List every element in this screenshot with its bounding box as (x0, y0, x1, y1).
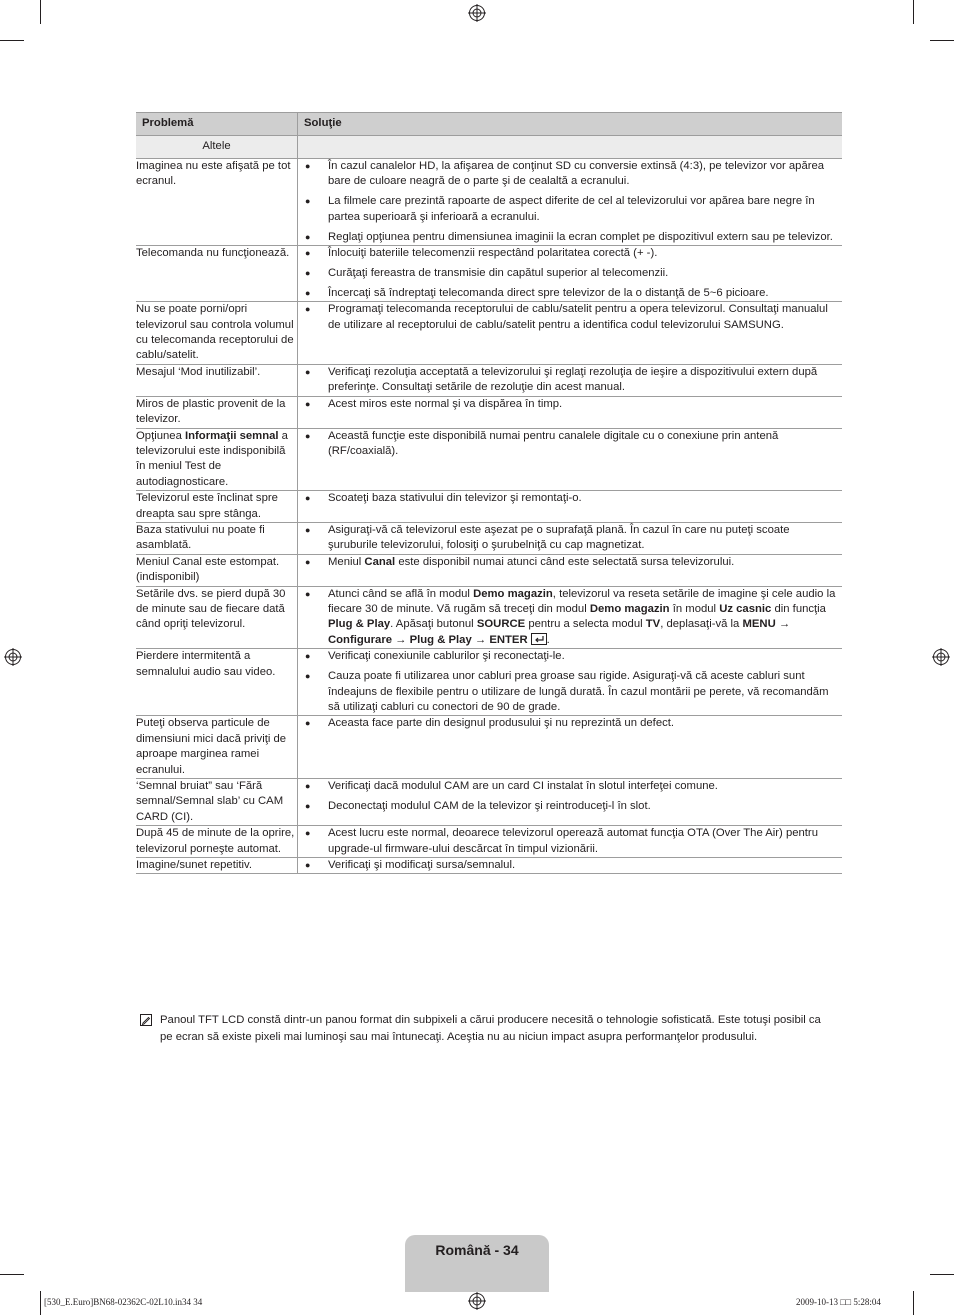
solution-bold-text: Canal (364, 555, 396, 568)
solution-item: ● Verificaţi rezoluţia acceptată a televizorului şi reglaţi rezoluţia de ieşire a dispozitivului extern după preferinţe. Consultaţi setările de rezoluţie din acest manual. (298, 365, 842, 396)
solution-text: , deplasaţi-vă la (660, 618, 743, 631)
print-file-info: [530_E.Euro]BN68-02362C-02L10.in34 34 (44, 1297, 203, 1307)
problem-cell: Telecomanda nu funcţionează. (136, 246, 298, 302)
solution-cell (298, 522, 843, 554)
solution-item: ● Verificaţi dacă modulul CAM are un card CI instalat în slotul interfeţei comune. (298, 779, 842, 794)
problem-text: a televizorului este indisponibilă în meniul Test de autodiagnosticare. (136, 429, 288, 488)
table-row (136, 716, 842, 779)
solution-item: ● Cauza poate fi utilizarea unor cabluri prea groase sau rigide. Asiguraţi-vă că aceste cabluri sunt îndeajuns de flexibile pentru o utilizare de lungă durată. În cazul montării pe perete, vă recomandăm să utilizaţi cabluri cu conectori de 90 de grade. (298, 669, 842, 715)
solution-item: ● La filmele care prezintă rapoarte de aspect diferite de cel al televizorului vor apărea bare negre în partea superioară şi inferioară a ecranului. (298, 194, 842, 225)
print-date-info: 2009-10-13 □□ 5:28:04 (796, 1297, 881, 1307)
problem-text: Opţiunea (136, 429, 185, 442)
solution-cell (298, 778, 843, 825)
table-row (136, 246, 842, 302)
column-header-problem: Problemă (136, 113, 298, 136)
problem-cell: Miros de plastic provenit de la televizor. (136, 396, 298, 428)
solution-cell (298, 857, 843, 873)
page-number: Română - 34 (435, 1242, 519, 1258)
problem-cell: Imaginea nu este afişată pe tot ecranul. (136, 159, 298, 246)
table-row (136, 857, 842, 873)
table-row (136, 826, 842, 858)
table-row (136, 522, 842, 554)
enter-icon (531, 633, 547, 645)
registration-mark-icon (468, 4, 486, 22)
problem-bold-text: Informaţii semnal (185, 429, 279, 442)
table-row (136, 491, 842, 523)
crop-mark (40, 1291, 41, 1315)
solution-text: pentru a selecta modul (525, 618, 646, 631)
table-row (136, 649, 842, 716)
page-number-tab (405, 1235, 549, 1292)
note-text: Panoul TFT LCD constă dintr-un panou format din subpixeli a cărui producere necesită o tehnologie sofisticată. Este totuşi posibil ca pe ecran să existe pixeli mai luminoşi sau mai întunecaţi. Aceştia nu au niciun impact asupra performanţelor produsului. (160, 1014, 821, 1043)
solution-text: . (546, 633, 550, 646)
note-block (136, 1012, 836, 1045)
solution-item: ● Verificaţi conexiunile cablurilor şi reconectaţi-le. (298, 649, 842, 664)
solution-item: ● Înlocuiţi bateriile telecomenzii respectând polaritatea corectă (+ -). (298, 246, 842, 261)
solution-cell (298, 396, 843, 428)
problem-cell: Pierdere intermitentă a semnalului audio sau video. (136, 649, 298, 716)
crop-mark (930, 1274, 954, 1275)
registration-mark-icon (468, 1292, 486, 1310)
table-row (136, 159, 842, 246)
registration-mark-icon (932, 648, 950, 666)
solution-bold-text: Demo magazin (473, 587, 553, 600)
crop-mark (0, 40, 24, 41)
solution-cell (298, 246, 843, 302)
solution-bold-text: Plug & Play (328, 618, 391, 631)
table-row (136, 364, 842, 396)
solution-item: ● Deconectaţi modulul CAM de la televizor şi reintroduceţi-l în slot. (298, 799, 842, 814)
note-icon (140, 1014, 152, 1026)
solution-cell (298, 159, 843, 246)
section-title: Altele (136, 136, 298, 159)
problem-cell: ‘Semnal bruiat” sau ‘Fără semnal/Semnal slab’ cu CAM CARD (CI). (136, 778, 298, 825)
solution-cell (298, 428, 843, 491)
section-empty-cell (298, 136, 843, 159)
solution-cell (298, 716, 843, 779)
problem-cell: Imagine/sunet repetitiv. (136, 857, 298, 873)
table-row (136, 554, 842, 586)
solution-cell (298, 649, 843, 716)
solution-item: ● Verificaţi şi modificaţi sursa/semnalul. (298, 858, 842, 873)
problem-cell: Meniul Canal este estompat. (indisponibil) (136, 554, 298, 586)
solution-bold-text: MENU → Configurare → Plug & Play → ENTER (328, 618, 791, 646)
solution-text: în modul (669, 602, 720, 615)
solution-item: ● Această funcţie este disponibilă numai pentru canalele digitale cu o conexiune prin antenă (RF/coaxială). (298, 429, 842, 460)
table-row (136, 778, 842, 825)
solution-item: ● Acest lucru este normal, deoarece televizorul operează automat funcţia OTA (Over The Air) pentru upgrade-ul firmware-ului descărcat în timpul vizionării. (298, 826, 842, 857)
crop-mark (913, 0, 914, 24)
solution-item: ● Reglaţi opţiunea pentru dimensiunea imaginii la ecran complet pe dispozitivul extern sau pe televizor. (298, 230, 842, 245)
solution-item: ● În cazul canalelor HD, la afişarea de conţinut SD cu conversie extinsă (4:3), pe televizor vor apărea bare de culoare neagră de o parte şi de cealaltă a ecranului. (298, 159, 842, 190)
solution-cell (298, 826, 843, 858)
solution-item: ● Curăţaţi fereastra de transmisie din capătul superior al telecomenzii. (298, 266, 842, 281)
solution-cell (298, 491, 843, 523)
solution-text: Meniul (328, 555, 365, 568)
problem-cell: Setările dvs. se pierd după 30 de minute sau de fiecare dată când opriţi televizorul. (136, 586, 298, 649)
solution-item: ● Acest miros este normal şi va dispărea în timp. (298, 397, 842, 412)
section-row (136, 136, 842, 159)
table-row (136, 396, 842, 428)
troubleshooting-table (136, 112, 842, 874)
crop-mark (0, 1274, 24, 1275)
solution-cell (298, 586, 843, 649)
solution-item (298, 555, 842, 570)
solution-bold-text: SOURCE (476, 618, 526, 631)
solution-text: din funcţia (771, 602, 826, 615)
problem-cell (136, 428, 298, 491)
column-header-solution: Soluţie (298, 113, 843, 136)
table-header-row (136, 113, 842, 136)
problem-cell: Puteţi observa particule de dimensiuni mici dacă priviţi de aproape marginea ramei ecranului. (136, 716, 298, 779)
problem-cell: După 45 de minute de la oprire, televizorul porneşte automat. (136, 826, 298, 858)
solution-item: ● Încercaţi să îndreptaţi telecomanda direct spre televizor de la o distanţă de 5~6 picioare. (298, 286, 842, 301)
registration-mark-icon (4, 648, 22, 666)
crop-mark (930, 40, 954, 41)
problem-cell: Baza stativului nu poate fi asamblată. (136, 522, 298, 554)
solution-cell (298, 302, 843, 365)
table-row (136, 586, 842, 649)
problem-cell: Nu se poate porni/opri televizorul sau controla volumul cu telecomanda receptorului de cablu/satelit. (136, 302, 298, 365)
solution-text: este disponibil numai atunci când este selectată sursa televizorului. (395, 555, 735, 568)
solution-text: Atunci când se află în modul (328, 587, 474, 600)
solution-bold-text: TV (645, 618, 661, 631)
solution-bold-text: Demo magazin (589, 602, 670, 615)
solution-text: . Apăsaţi butonul (390, 618, 477, 631)
table-row (136, 302, 842, 365)
table-row (136, 428, 842, 491)
solution-cell (298, 364, 843, 396)
solution-item: ● Aceasta face parte din designul produsului şi nu reprezintă un defect. (298, 716, 842, 731)
problem-cell: Televizorul este înclinat spre dreapta sau spre stânga. (136, 491, 298, 523)
solution-item: ● Programaţi telecomanda receptorului de cablu/satelit pentru a opera televizorul. Consultaţi manualul de utilizare al receptorului de cablu/satelit pentru a identifica codul televizorului SAMSUNG. (298, 302, 842, 333)
solution-cell (298, 554, 843, 586)
crop-mark (913, 1291, 914, 1315)
solution-bold-text: Uz casnic (719, 602, 772, 615)
problem-cell: Mesajul ‘Mod inutilizabil’. (136, 364, 298, 396)
crop-mark (40, 0, 41, 24)
solution-text: , televizorul va reseta setările de imagine şi cele audio la fiecare 30 de minute. Vă rugăm să treceţi din modul (328, 587, 836, 615)
solution-item (298, 587, 842, 649)
solution-item: ● Asiguraţi-vă că televizorul este aşezat pe o suprafaţă plană. În cazul în care nu puteţi scoate şuruburile televizorului, folosiţi o şurubelniţă cu cap magnetizat. (298, 523, 842, 554)
solution-item: ● Scoateţi baza stativului din televizor şi remontaţi-o. (298, 491, 842, 506)
